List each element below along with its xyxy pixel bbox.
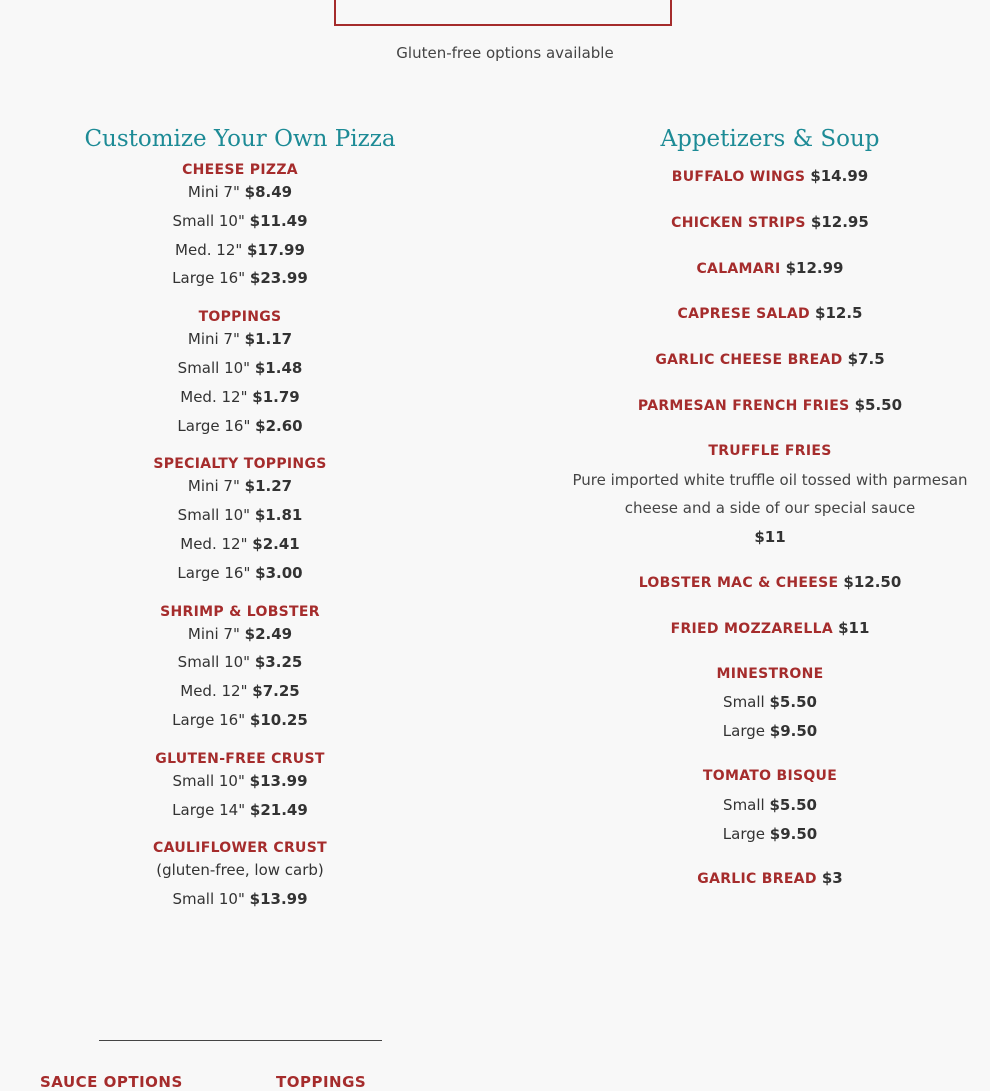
- appetizer-name: CAPRESE SALAD: [677, 306, 810, 323]
- price-value: $1.81: [254, 506, 303, 525]
- appetizer-item: [570, 864, 970, 894]
- appetizer-item: [570, 162, 970, 192]
- appetizer-price: $12.50: [843, 572, 902, 591]
- size-label: Small 10": [177, 358, 251, 377]
- pizza-group-name: SHRIMP & LOBSTER: [160, 603, 320, 620]
- pizza-section-title: Customize Your Own Pizza: [84, 126, 396, 152]
- appetizer-item: [570, 614, 970, 644]
- appetizer-item: [570, 208, 970, 238]
- appetizer-name: LOBSTER MAC & CHEESE: [638, 574, 839, 591]
- appetizer-row: [570, 391, 970, 421]
- price-value: $2.49: [244, 624, 293, 643]
- price-line: [40, 325, 440, 354]
- price-line: [40, 648, 440, 677]
- price-line: [40, 207, 440, 236]
- appetizer-item: [570, 437, 970, 552]
- appetizer-item: [570, 568, 970, 598]
- size-label: Small 10": [172, 771, 245, 790]
- price-line: [40, 178, 440, 207]
- appetizers-menu-column: [570, 122, 970, 910]
- appetizer-row: [570, 162, 970, 192]
- appetizer-name: GARLIC CHEESE BREAD: [655, 352, 843, 369]
- appetizer-row: [570, 614, 970, 644]
- appetizer-row: [570, 864, 970, 894]
- gluten-free-note: Gluten-free options available: [396, 44, 614, 62]
- pizza-group: [40, 162, 440, 293]
- size-label: Small 10": [177, 653, 251, 672]
- appetizer-name: CALAMARI: [696, 260, 781, 277]
- appetizer-row: [570, 568, 970, 598]
- appetizer-price: $5.50: [854, 395, 903, 414]
- order-online-button[interactable]: [334, 0, 672, 26]
- price-line: [40, 706, 440, 735]
- size-label: Med. 12": [180, 682, 248, 701]
- price-line: [570, 820, 970, 849]
- size-label: Small 10": [172, 890, 245, 909]
- pizza-group: [40, 604, 440, 735]
- price-value: $5.50: [769, 795, 817, 814]
- pizza-menu-column: [40, 122, 440, 930]
- appetizer-price: $7.5: [847, 350, 885, 369]
- appetizer-item: [570, 762, 970, 848]
- price-value: $7.25: [252, 682, 300, 701]
- appetizer-row: [570, 254, 970, 284]
- price-line: [40, 767, 440, 796]
- toppings-heading: TOPPINGS: [276, 1073, 367, 1091]
- price-line: [570, 688, 970, 717]
- price-value: $5.50: [769, 693, 817, 712]
- pizza-group-name: CHEESE PIZZA: [182, 162, 298, 178]
- size-label: Med. 12": [175, 240, 243, 259]
- appetizer-item: [570, 254, 970, 284]
- appetizer-row: [570, 299, 970, 329]
- size-label: Large: [722, 824, 765, 843]
- appetizer-name: FRIED MOZZARELLA: [670, 620, 833, 637]
- price-value: $17.99: [247, 240, 305, 259]
- price-line: [40, 383, 440, 412]
- price-value: $1.17: [244, 330, 293, 349]
- appetizer-price: $11: [754, 528, 786, 547]
- appetizer-item: [570, 660, 970, 746]
- price-line: [40, 264, 440, 293]
- appetizer-item: [570, 391, 970, 421]
- price-value: $13.99: [249, 771, 308, 790]
- price-value: $1.48: [254, 358, 303, 377]
- size-label: Large 16": [177, 563, 251, 582]
- price-value: $9.50: [769, 824, 818, 843]
- appetizer-description: Pure imported white truffle oil tossed with parmesan cheese and a side of our special sauce: [572, 470, 968, 518]
- price-value: $9.50: [769, 722, 818, 741]
- size-label: Small 10": [172, 211, 245, 230]
- size-label: Large 16": [177, 416, 251, 435]
- price-line: [40, 677, 440, 706]
- sauce-options-heading: SAUCE OPTIONS: [40, 1073, 183, 1091]
- appetizer-item: [570, 345, 970, 375]
- soup-name: TOMATO BISQUE: [702, 767, 838, 784]
- price-line: [40, 885, 440, 914]
- size-label: Mini 7": [187, 183, 240, 201]
- appetizer-row: [570, 345, 970, 375]
- appetizer-price: $3: [821, 869, 843, 888]
- size-label: Mini 7": [187, 477, 240, 496]
- pizza-group-name: SPECIALTY TOPPINGS: [153, 456, 327, 473]
- pizza-group: [40, 456, 440, 587]
- price-value: $3.25: [254, 653, 303, 672]
- price-value: $11.49: [249, 211, 308, 230]
- price-value: $2.60: [255, 416, 303, 435]
- size-label: Med. 12": [180, 387, 248, 406]
- appetizer-price: $12.95: [810, 212, 869, 231]
- appetizer-price: $11: [838, 618, 870, 637]
- soup-name: MINESTRONE: [716, 665, 824, 682]
- size-label: Mini 7": [187, 624, 240, 643]
- pizza-group-name: TOPPINGS: [198, 309, 282, 326]
- pizza-group: [40, 309, 440, 440]
- size-label: Large 16": [172, 710, 246, 729]
- price-value: $1.27: [244, 477, 293, 496]
- price-value: $10.25: [249, 710, 308, 729]
- appetizer-name: CHICKEN STRIPS: [671, 214, 806, 231]
- appetizers-section-title: Appetizers & Soup: [660, 126, 880, 152]
- price-line: [40, 796, 440, 825]
- section-divider: [99, 1040, 382, 1041]
- price-line: [40, 620, 440, 649]
- appetizer-price: $14.99: [810, 167, 869, 185]
- appetizer-name: GARLIC BREAD: [697, 871, 817, 888]
- price-value: $8.49: [244, 183, 293, 201]
- price-line: [40, 412, 440, 441]
- price-line: [570, 791, 970, 820]
- price-value: $23.99: [249, 269, 308, 288]
- pizza-group: [40, 840, 440, 914]
- size-label: Large 14": [172, 800, 246, 819]
- price-value: $1.79: [252, 387, 300, 406]
- pizza-group-note: (gluten-free, low carb): [156, 861, 324, 880]
- appetizer-name: TRUFFLE FRIES: [708, 442, 832, 459]
- price-line: [40, 236, 440, 265]
- price-line: [40, 559, 440, 588]
- size-label: Small 10": [177, 506, 251, 525]
- size-label: Large 16": [172, 269, 246, 288]
- price-line: [40, 354, 440, 383]
- appetizer-price: $12.99: [785, 258, 844, 277]
- price-line: [40, 472, 440, 501]
- appetizer-items: [570, 162, 970, 894]
- appetizer-item: [570, 299, 970, 329]
- price-line: [570, 717, 970, 746]
- pizza-groups: [40, 162, 440, 914]
- pizza-group-name: CAULIFLOWER CRUST: [153, 840, 327, 857]
- price-value: $3.00: [255, 563, 303, 582]
- size-label: Med. 12": [180, 534, 248, 553]
- size-label: Small: [723, 795, 765, 814]
- size-label: Small: [723, 693, 765, 712]
- size-label: Mini 7": [187, 330, 240, 349]
- appetizer-name: PARMESAN FRENCH FRIES: [637, 397, 850, 414]
- pizza-group-name: GLUTEN-FREE CRUST: [155, 750, 325, 767]
- price-line: [40, 501, 440, 530]
- appetizer-row: [570, 208, 970, 238]
- price-value: $13.99: [249, 890, 308, 909]
- pizza-group: [40, 751, 440, 825]
- price-value: $21.49: [249, 800, 308, 819]
- price-value: $2.41: [252, 534, 300, 553]
- size-label: Large: [722, 722, 765, 741]
- appetizer-price: $12.5: [815, 304, 863, 323]
- appetizer-name: BUFFALO WINGS: [671, 169, 806, 185]
- price-line: [40, 530, 440, 559]
